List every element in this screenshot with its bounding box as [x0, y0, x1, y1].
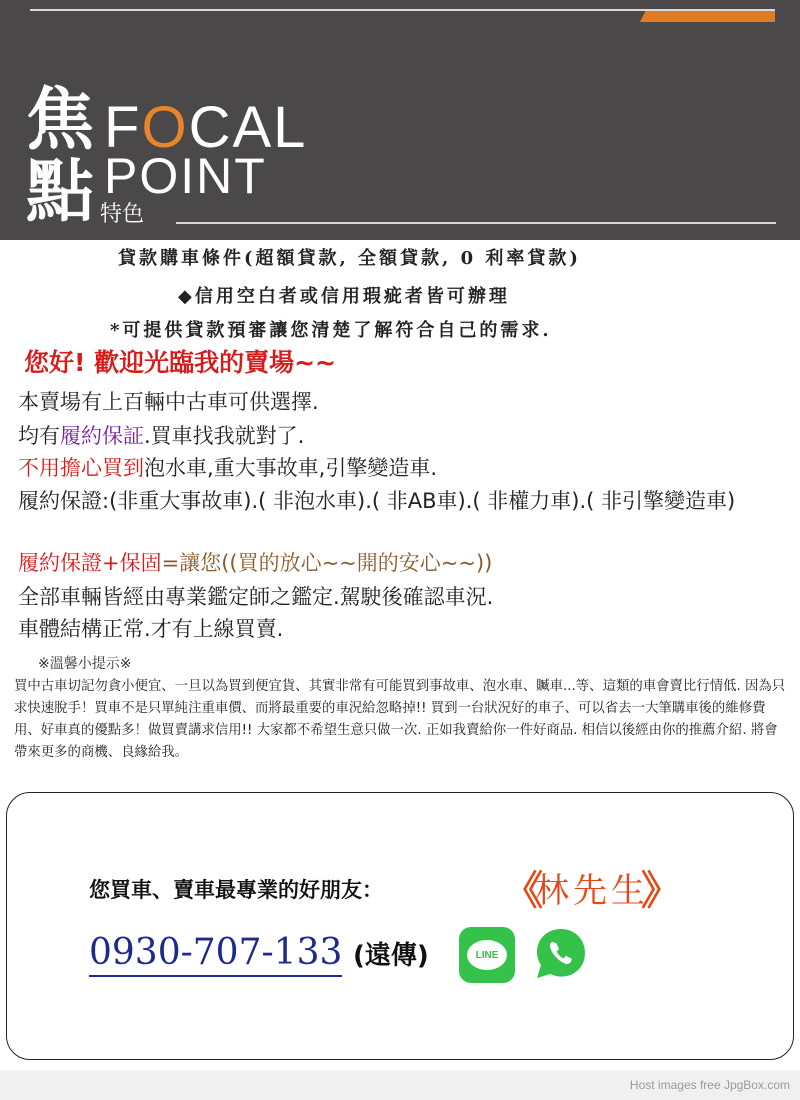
tip-title: ※溫馨小提示※ [38, 656, 132, 672]
banner-top-rule [30, 9, 775, 11]
banner-bottom-rule [176, 222, 776, 224]
paragraph-no-worry [18, 453, 437, 483]
tip-body: 買中古車切記勿貪小便宜、一旦以為買到便宜貨、其實非常有可能買到事故車、泡水車、贓車...等、這類的車會賣比行情低. 因為只求快速脫手！買車不是只單純注重車價、而將最重要的車況給忽略掉!! 買到一台狀況好的車子、可以省去一大筆購車後的維修費用、好車真的優點多！做買賣講求信用!! 大家都不希望生意只做一次. 正如我賣給你一件好商品. 相信以後經由你的推薦介紹. 將會帶來更多的商機、良緣給我。 [14, 679, 786, 760]
loan-line-1: 貸款購車條件(超額貸款, 全額貸款, 0 利率貸款) [118, 248, 581, 269]
whatsapp-icon[interactable] [532, 925, 590, 983]
banner-orange-accent [640, 11, 775, 22]
line-bubble-text: LINE [467, 940, 507, 970]
contact-name-block [503, 869, 681, 913]
banner-word-point: POINT [104, 148, 267, 204]
focal-letter-o: O [141, 95, 189, 160]
guarantee-highlight: 履約保証 [60, 424, 144, 448]
paragraph-inspection: 全部車輛皆經由專業鑑定師之鑑定.駕駛後確認車況. [18, 585, 494, 609]
contact-friend-label: 您買車、賣車最專業的好朋友： [89, 878, 383, 902]
banner-char-point: 點 [26, 152, 95, 232]
paragraph-warranty [18, 548, 492, 578]
loan-conditions [0, 240, 800, 345]
no-worry-text: 泡水車,重大事故車,引擎變造車. [144, 456, 438, 480]
paragraph-guarantee [18, 421, 304, 451]
paragraph-guarantee-list: 履約保證:(非重大事故車).( 非泡水車).( 非AB車).( 非權力車).( 非引擎變造車) [18, 489, 736, 513]
warranty-text: =讓您((買的放心~~開的安心~~)) [161, 551, 493, 575]
banner-char-focus: 焦 [26, 80, 95, 160]
contact-card [6, 792, 794, 1060]
welcome-heading: 您好! 歡迎光臨我的賣場~~ [24, 348, 337, 377]
name-bracket-right: 》 [641, 868, 681, 914]
name-bracket-left: 《 [503, 868, 543, 914]
warranty-highlight: 履約保證+保固 [18, 551, 162, 575]
line-app-icon[interactable] [459, 927, 515, 983]
contact-carrier: (遠傳) [353, 941, 429, 971]
loan-line-2: ◆信用空白者或信用瑕疵者皆可辦理 [178, 286, 510, 307]
contact-phone-link[interactable]: 0930-707-133 [89, 931, 342, 977]
focal-point-banner [0, 0, 800, 240]
footer-strip [0, 1070, 800, 1100]
contact-name: 林先生 [535, 871, 649, 911]
paragraph-inventory: 本賣場有上百輛中古車可供選擇. [18, 390, 319, 414]
no-worry-highlight: 不用擔心買到 [18, 456, 144, 480]
focal-letters-cal: CAL [188, 95, 308, 160]
loan-line-3: *可提供貸款預審讓您清楚了解符合自己的需求. [110, 320, 552, 341]
guarantee-prefix: 均有 [18, 424, 60, 448]
banner-subtitle: 特色 [100, 202, 145, 227]
guarantee-suffix: .買車找我就對了. [144, 424, 305, 448]
paragraph-structure: 車體結構正常.才有上線買賣. [18, 617, 284, 641]
focal-letter-f: F [104, 95, 142, 160]
host-credit-link[interactable]: Host images free JpgBox.com [629, 1078, 790, 1092]
